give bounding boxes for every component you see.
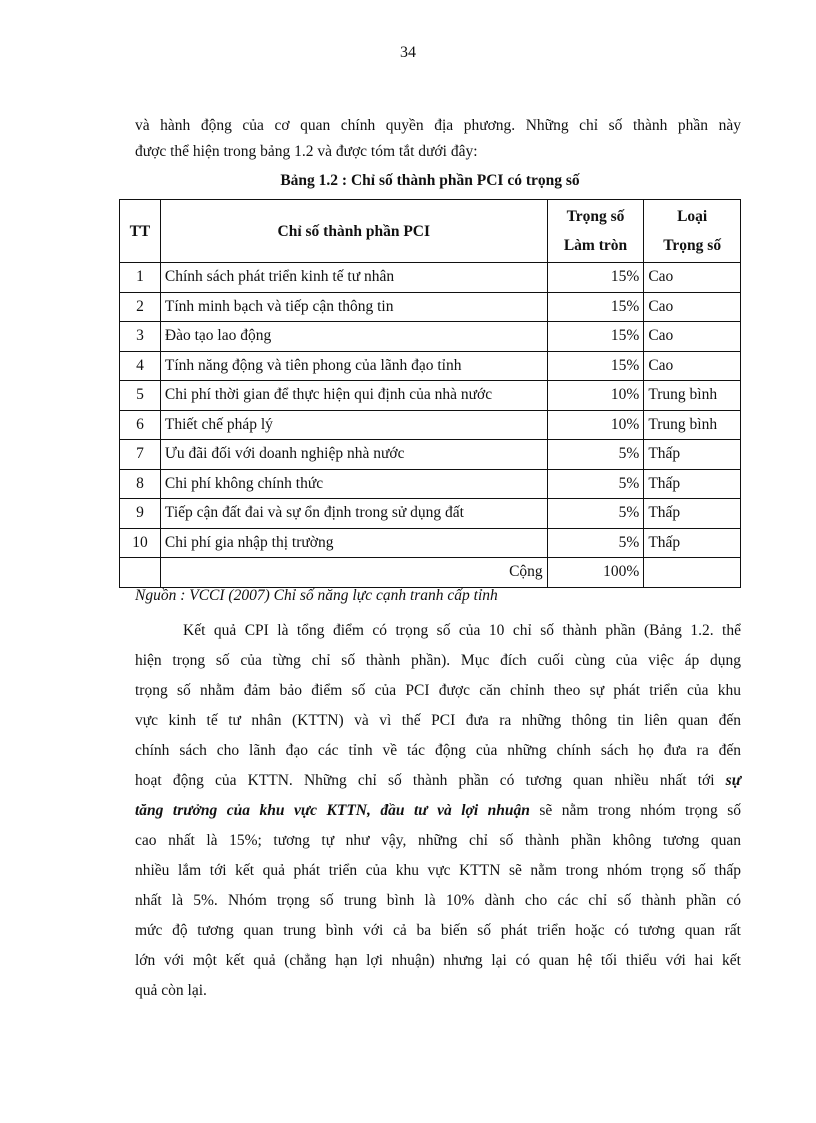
table-row xyxy=(120,263,741,293)
table-header-row xyxy=(120,200,741,263)
row-weight: 10% xyxy=(547,381,644,411)
body-line: Kết quả CPI là tổng điểm có trọng số của 10 chỉ số thành phần (Bảng 1.2. thể xyxy=(183,622,741,639)
row-type: Thấp xyxy=(644,440,741,470)
header-component: Chỉ số thành phần PCI xyxy=(160,200,547,263)
table-total-row xyxy=(120,558,741,588)
row-weight: 15% xyxy=(547,292,644,322)
row-type: Cao xyxy=(644,351,741,381)
body-line: trọng số nhằm đảm bảo điểm số của PCI được căn chỉnh theo sự phát triển của khu xyxy=(135,682,741,699)
intro-line: và hành động của cơ quan chính quyền địa phương. Những chỉ số thành phần này xyxy=(135,117,741,134)
table-row xyxy=(120,469,741,499)
row-number: 2 xyxy=(120,292,161,322)
header-weight-line1: Trọng số xyxy=(566,208,625,225)
row-component: Thiết chế pháp lý xyxy=(160,410,547,440)
row-weight: 10% xyxy=(547,410,644,440)
row-type: Thấp xyxy=(644,528,741,558)
header-weight-line2: Làm tròn xyxy=(563,237,628,254)
body-line xyxy=(135,766,741,796)
row-component: Chi phí không chính thức xyxy=(160,469,547,499)
table-row xyxy=(120,528,741,558)
header-type xyxy=(644,200,741,263)
row-type: Cao xyxy=(644,292,741,322)
table-row xyxy=(120,499,741,529)
emphasis-text: sự xyxy=(725,772,741,789)
row-weight: 5% xyxy=(547,499,644,529)
row-weight: 5% xyxy=(547,528,644,558)
intro-paragraph xyxy=(135,113,741,165)
body-line: mức độ tương quan trung bình với cả ba biến số phát triển hoặc có tương quan rất xyxy=(135,922,741,939)
row-component: Tiếp cận đất đai và sự ổn định trong sử dụng đất xyxy=(160,499,547,529)
row-type: Thấp xyxy=(644,499,741,529)
body-line: cao nhất là 15%; tương tự như vậy, những chỉ số thành phần không tương quan xyxy=(135,832,741,849)
row-type: Cao xyxy=(644,322,741,352)
row-weight: 5% xyxy=(547,440,644,470)
body-line xyxy=(135,796,741,826)
row-component: Tính minh bạch và tiếp cận thông tin xyxy=(160,292,547,322)
body-text: hoạt động của KTTN. Những chỉ số thành phần có tương quan nhiều nhất tới xyxy=(135,772,726,789)
table-row xyxy=(120,322,741,352)
body-line: lớn với một kết quả (chẳng hạn lợi nhuận) nhưng lại có quan hệ tối thiểu với hai kết xyxy=(135,952,741,969)
total-empty-cell xyxy=(120,558,161,588)
table-row xyxy=(120,440,741,470)
total-empty-cell xyxy=(644,558,741,588)
body-line: quả còn lại. xyxy=(135,982,207,999)
total-label: Cộng xyxy=(160,558,547,588)
header-tt: TT xyxy=(120,200,161,263)
body-line: nhất là 5%. Nhóm trọng số trung bình là 10% dành cho các chỉ số thành phần có xyxy=(135,892,741,909)
row-weight: 5% xyxy=(547,469,644,499)
row-number: 1 xyxy=(120,263,161,293)
row-number: 8 xyxy=(120,469,161,499)
row-weight: 15% xyxy=(547,263,644,293)
row-number: 4 xyxy=(120,351,161,381)
row-weight: 15% xyxy=(547,322,644,352)
body-paragraph xyxy=(135,616,741,1006)
row-number: 10 xyxy=(120,528,161,558)
row-number: 6 xyxy=(120,410,161,440)
emphasis-text: tăng trưởng của khu vực KTTN, đầu tư và lợi nhuận xyxy=(135,802,530,819)
row-component: Ưu đãi đối với doanh nghiệp nhà nước xyxy=(160,440,547,470)
body-line: vực kinh tế tư nhân (KTTN) và vì thế PCI đưa ra những thông tin liên quan đến xyxy=(135,712,741,729)
body-text: sẽ nằm trong nhóm trọng số xyxy=(529,802,741,819)
row-component: Chi phí thời gian để thực hiện qui định của nhà nước xyxy=(160,381,547,411)
table-source-note: Nguồn : VCCI (2007) Chỉ số năng lực cạnh tranh cấp tỉnh xyxy=(135,587,498,604)
pci-weights-table xyxy=(119,199,741,588)
table-row xyxy=(120,381,741,411)
table-caption: Bảng 1.2 : Chỉ số thành phần PCI có trọng số xyxy=(280,172,580,189)
row-number: 5 xyxy=(120,381,161,411)
table-row xyxy=(120,351,741,381)
row-number: 9 xyxy=(120,499,161,529)
row-weight: 15% xyxy=(547,351,644,381)
page-number: 34 xyxy=(400,44,416,61)
row-type: Thấp xyxy=(644,469,741,499)
body-line: nhiều lắm tới kết quả phát triển của khu vực KTTN sẽ nằm trong nhóm trọng số thấp xyxy=(135,862,741,879)
row-type: Cao xyxy=(644,263,741,293)
table-row xyxy=(120,292,741,322)
row-component: Chi phí gia nhập thị trường xyxy=(160,528,547,558)
table-row xyxy=(120,410,741,440)
row-type: Trung bình xyxy=(644,410,741,440)
row-type: Trung bình xyxy=(644,381,741,411)
row-component: Chính sách phát triển kinh tế tư nhân xyxy=(160,263,547,293)
body-line: chính sách cho lãnh đạo các tỉnh về tác động của những chính sách họ đưa ra đến xyxy=(135,742,741,759)
total-value: 100% xyxy=(547,558,644,588)
body-line: hiện trọng số của từng chỉ số thành phần). Mục đích cuối cùng của việc áp dụng xyxy=(135,652,741,669)
row-number: 7 xyxy=(120,440,161,470)
intro-line: được thể hiện trong bảng 1.2 và được tóm tắt dưới đây: xyxy=(135,143,478,160)
header-type-line2: Trọng số xyxy=(663,237,722,254)
row-component: Tính năng động và tiên phong của lãnh đạo tỉnh xyxy=(160,351,547,381)
row-component: Đào tạo lao động xyxy=(160,322,547,352)
header-weight xyxy=(547,200,644,263)
header-type-line1: Loại xyxy=(677,208,708,225)
row-number: 3 xyxy=(120,322,161,352)
